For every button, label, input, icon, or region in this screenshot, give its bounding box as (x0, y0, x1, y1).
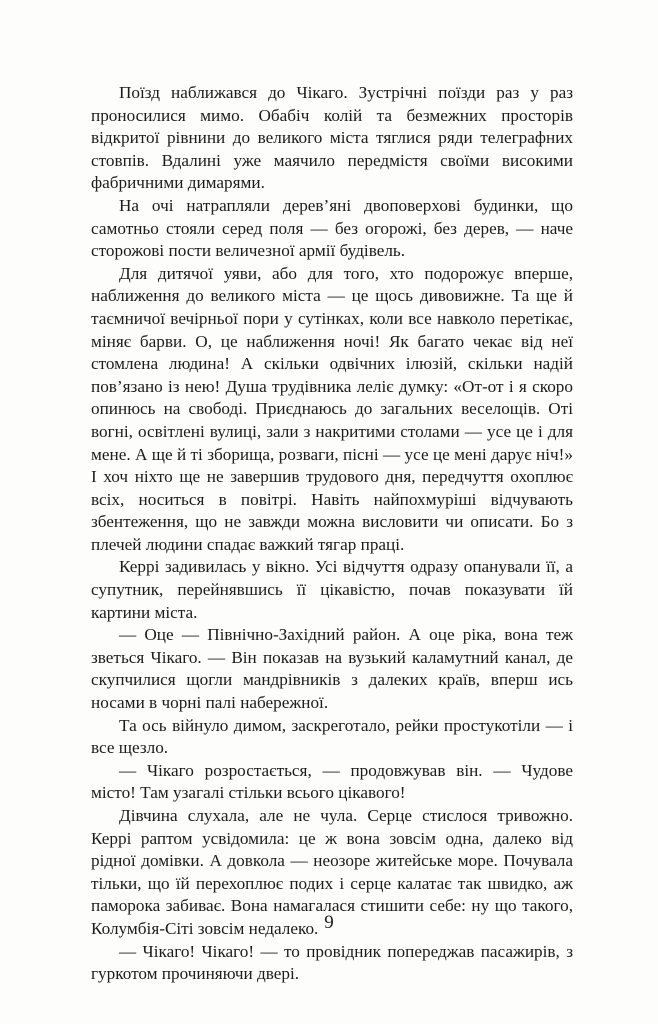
paragraph-4: Керрі задивилась у вікно. Усі відчуття одразу опанували її, а супутник, перейнявшись її цікавістю, почав показувати їй картини міста. (91, 557, 573, 622)
paragraph-2: На очі натрапляли дерев’яні двоповерхові будинки, що самотньо стояли серед поля — без огорожі, без дерев, — наче сторожові пости величезної армії будівель. (91, 195, 573, 261)
paragraph-8: Дівчина слухала, але не чула. Серце стислося тривожно. Керрі раптом усвідомила: це ж вона зовсім одна, далеко від рідної домівки. А довкола — неозоре житейське море. Почувала тільки, що їй перехоплює подих і серце калатає так швидко, аж паморока забиває. Вона намагалася стишити себе: ну що такого, Колумбія-Сіті зовсім недалеко. (91, 806, 573, 938)
paragraph-5: — Оце — Північно-Західний район. А оце ріка, вона теж зветься Чікаго. — Він показав на вузький каламутний канал, де скупчилися щогли мандрівників з далеких країв, вперш ись носами в чорні палі набережної. (91, 625, 573, 713)
page-number: 9 (324, 912, 334, 933)
body-text (91, 82, 573, 986)
paragraph-1: Поїзд наближався до Чікаго. Зустрічні поїзди раз у раз проносилися мимо. Обабіч колій та безмежних просторів відкритої рівнини до великого міста тяглися ряди телеграфних стовпів. Вдалині уже маячило передмістя своїми високими фабричними димарями. (91, 83, 573, 193)
paragraph-6: Та ось війнуло димом, заскреготало, рейки простукотіли — і все щезло. (91, 715, 573, 758)
paragraph-3: Для дитячої уяви, або для того, хто подорожує вперше, наближення до великого міста — це щось дивовижне. Та ще й таємничої вечірньої пори у сутінках, коли все навколо перетікає, міняє барви. О, це наближення ночі! Як багато чекає від неї стомлена людина! А скільки одвічних ілюзій, скільки надій пов’язано із нею! Душа трудівника леліє думку: «От-от і я скоро опинюсь на свободі. Приєднаюсь до загальних веселощів. Оті вогні, освітлені вулиці, зали з накритими столами — усе це і для мене. А ще й ті зборища, розваги, пісні — усе це мені дарує ніч!» І хоч ніхто ще не завершив трудового дня, передчуття охоплює всіх, носиться в повітрі. Навіть найпохмуріші відчувають збентеження, що не завжди можна висловити чи описати. Бо з плечей людини спадає важкий тягар праці. (91, 263, 573, 554)
paragraph-9: — Чікаго! Чікаго! — то провідник попереджав пасажирів, з гуркотом прочиняючи двері. (91, 941, 573, 984)
paragraph-7: — Чікаго розростається, — продовжував він. — Чудове місто! Там узагалі стільки всього цікавого! (91, 760, 573, 803)
